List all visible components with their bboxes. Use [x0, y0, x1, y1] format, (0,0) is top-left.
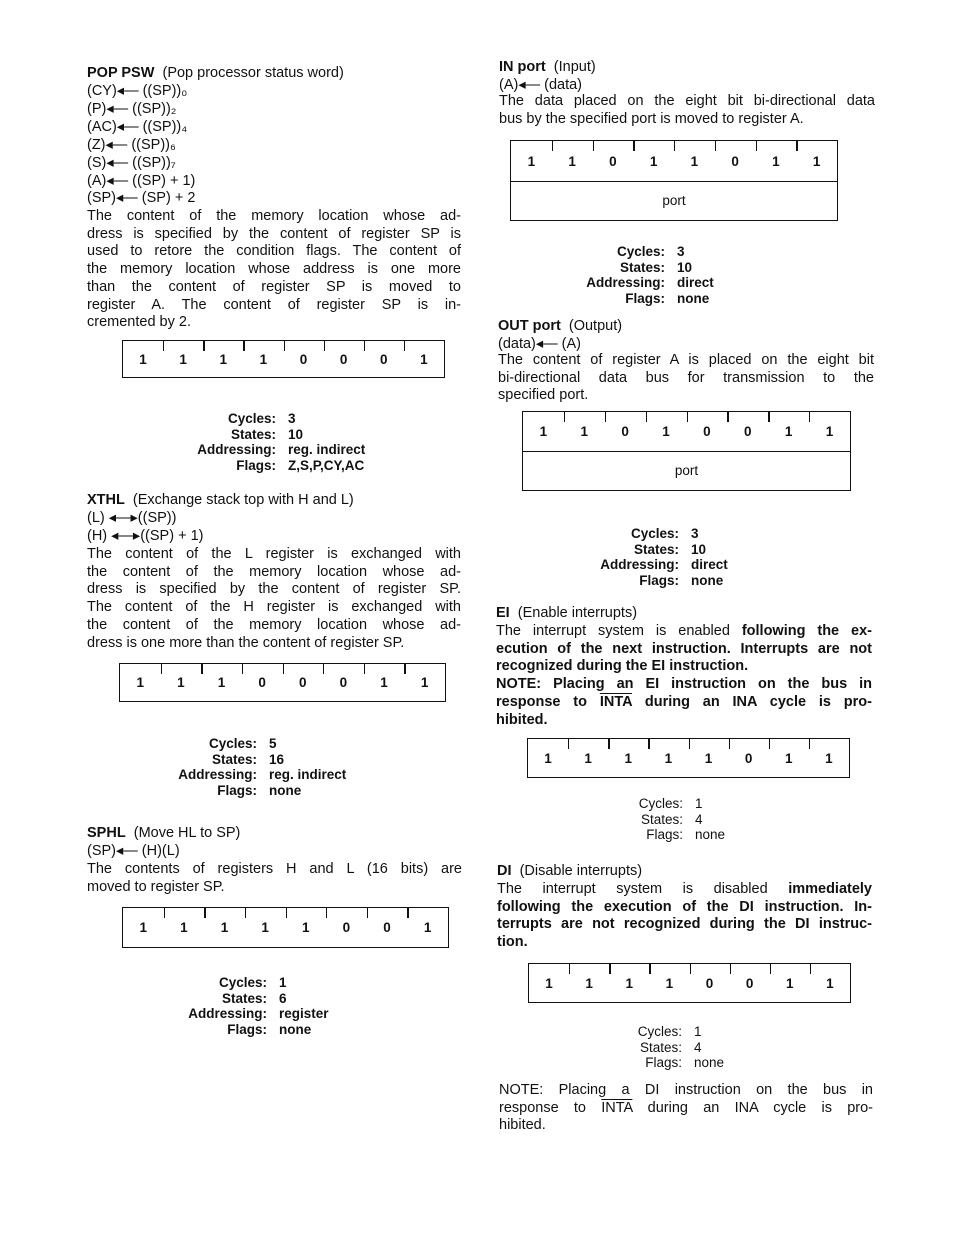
stat-row — [629, 1055, 724, 1071]
di-opcode-box — [528, 963, 851, 1003]
note-part: response to — [499, 1099, 586, 1116]
di-note — [499, 1082, 873, 1135]
di-note-line: hibited. — [499, 1117, 546, 1134]
stat-label: Cycles: — [638, 796, 683, 811]
out-description — [498, 352, 874, 405]
stat-value: reg. indirect — [269, 767, 347, 782]
stat-label: States: — [211, 751, 257, 767]
opcode-bit: 1 — [580, 424, 589, 439]
stat-row — [629, 1024, 724, 1040]
bit-divider-tick — [326, 908, 327, 918]
desc-line: the content of the memory location whose ad- — [87, 616, 461, 633]
bit-divider-tick — [756, 141, 757, 151]
opcode-bit: 1 — [825, 750, 833, 766]
pop-psw-op: (Z)◂— ((SP))₆ — [87, 137, 176, 153]
pop-psw-opcode-box — [122, 340, 445, 378]
desc-lead: The interrupt system is enabled — [496, 623, 730, 639]
in-opcode-box — [510, 140, 838, 221]
opcode-bit: 0 — [744, 424, 752, 439]
ei-title: (Enable interrupts) — [517, 605, 638, 621]
stat-row — [188, 411, 365, 427]
opcode-bit: 1 — [544, 750, 552, 766]
bit-divider-tick — [593, 141, 594, 151]
desc-line: the content of the memory location whose ad- — [87, 563, 461, 580]
desc-bold: immediately — [788, 881, 873, 897]
desc-line: specified port. — [498, 387, 589, 404]
stat-label: Addressing: — [197, 442, 276, 457]
stat-row — [629, 1040, 724, 1056]
xthl-description — [87, 546, 461, 652]
ei-heading — [496, 605, 637, 623]
in-stats — [578, 244, 714, 306]
di-note-line — [499, 1100, 873, 1118]
opcode-bit: 1 — [261, 920, 269, 935]
xthl-mnemonic: XTHL — [87, 492, 125, 508]
opcode-bit: 1 — [625, 975, 634, 991]
stat-label: Addressing: — [586, 275, 665, 290]
bit-divider-tick — [809, 739, 810, 749]
opcode-bit: 1 — [420, 675, 429, 690]
desc-line: the memory location whose address is one more — [87, 261, 461, 278]
bit-divider-tick — [364, 664, 365, 674]
stat-row — [179, 1006, 329, 1022]
bit-divider-tick — [323, 664, 324, 674]
stat-row — [630, 827, 725, 843]
bit-divider-tick — [648, 739, 649, 749]
di-description — [497, 881, 872, 952]
xthl-op: (L) ◂—▸((SP)) — [87, 510, 177, 526]
bit-divider-tick — [201, 664, 202, 674]
opcode-bit: 1 — [825, 424, 834, 439]
stat-value: 5 — [269, 736, 277, 751]
opcode-bit: 1 — [584, 750, 592, 766]
bit-divider-tick — [689, 739, 690, 749]
stat-label: States: — [633, 541, 679, 557]
stat-label: Addressing: — [188, 1006, 267, 1021]
stat-value: 4 — [695, 811, 703, 827]
bit-divider-tick — [203, 341, 204, 351]
out-mnemonic: OUT port — [498, 318, 561, 334]
desc-line: bi-directional data bus for transmission to the — [498, 369, 874, 386]
note-part: response to — [496, 693, 587, 710]
sphl-mnemonic: SPHL — [87, 825, 126, 841]
pop-psw-op: (P)◂— ((SP))₂ — [87, 101, 177, 117]
xthl-op: (H) ◂—▸((SP) + 1) — [87, 528, 204, 544]
opcode-bit: 1 — [772, 153, 780, 169]
desc-lead: The interrupt system is disabled — [497, 881, 768, 897]
stat-value: 10 — [677, 259, 693, 275]
opcode-bit: 1 — [704, 750, 713, 766]
desc-line: ecution of the next instruction. Interrupts are not — [496, 640, 872, 657]
stat-value: reg. indirect — [288, 442, 366, 457]
bit-divider-tick — [164, 908, 165, 918]
stat-value: 1 — [695, 796, 703, 811]
opcode-bit: 1 — [539, 424, 548, 439]
bit-divider-tick — [404, 664, 405, 674]
pop-psw-op: (A)◂— ((SP) + 1) — [87, 173, 196, 189]
pop-psw-stats — [188, 411, 365, 473]
stat-value: 3 — [677, 244, 685, 259]
opcode-bit: 1 — [786, 975, 794, 991]
di-heading — [497, 863, 642, 881]
stat-row — [578, 260, 714, 276]
stat-label: Flags: — [217, 782, 257, 798]
stat-row — [168, 736, 346, 752]
stat-row — [592, 542, 728, 558]
opcode-bit: 1 — [217, 675, 226, 690]
stat-row — [188, 427, 365, 443]
bit-divider-tick — [687, 412, 688, 422]
stat-label: States: — [640, 811, 683, 827]
stat-row — [179, 991, 329, 1007]
opcode-bit: 1 — [177, 675, 185, 690]
sphl-description — [87, 861, 462, 896]
ei-description — [496, 623, 872, 729]
stat-label: Flags: — [645, 1055, 682, 1070]
stat-value: direct — [691, 557, 728, 572]
pop-psw-mnemonic: POP PSW — [87, 65, 155, 81]
port-field: port — [511, 181, 837, 218]
stat-row — [168, 783, 346, 799]
stat-label: Flags: — [639, 572, 679, 588]
stat-label: States: — [230, 426, 276, 442]
bit-divider-tick — [564, 412, 565, 422]
opcode-bit: 1 — [259, 351, 268, 367]
out-heading — [498, 318, 622, 336]
pop-psw-op: (S)◂— ((SP))₇ — [87, 155, 176, 171]
opcode-bit: 1 — [179, 351, 187, 367]
desc-line: terrupts are not recognized during the DI instruc- — [497, 916, 872, 933]
stat-label: Cycles: — [218, 975, 267, 990]
bit-divider-tick — [633, 141, 634, 151]
sphl-opcode-box — [122, 907, 449, 948]
opcode-bit: 1 — [220, 920, 229, 935]
bit-divider-tick — [809, 412, 810, 422]
in-mnemonic: IN port — [499, 59, 546, 75]
bit-divider-tick — [286, 908, 287, 918]
inta-signal: INTA — [599, 693, 633, 710]
stat-value: 1 — [279, 975, 287, 990]
stat-label: Flags: — [625, 290, 665, 306]
opcode-bit: 1 — [665, 975, 674, 991]
desc-line: used to retore the condition flags. The content of — [87, 243, 461, 260]
bit-divider-tick — [770, 964, 771, 974]
bit-divider-tick — [163, 341, 164, 351]
bit-divider-tick — [605, 412, 606, 422]
in-heading — [499, 59, 596, 77]
opcode-bit: 1 — [649, 153, 658, 169]
pop-psw-op: (CY)◂— ((SP))₀ — [87, 83, 188, 99]
desc-line: tion. — [497, 934, 528, 951]
stat-label: Cycles: — [227, 411, 276, 426]
opcode-bit: 1 — [180, 920, 188, 935]
bit-divider-tick — [730, 964, 731, 974]
bit-divider-tick — [161, 664, 162, 674]
pop-psw-heading — [87, 65, 344, 83]
opcode-bit: 1 — [139, 351, 147, 367]
bit-divider-tick — [552, 141, 553, 151]
opcode-bit: 0 — [342, 920, 351, 935]
bit-divider-tick — [769, 739, 770, 749]
sphl-heading — [87, 825, 240, 843]
note-part: during an INA cycle is pro- — [644, 693, 872, 710]
desc-line: following the execution of the DI instruction. In- — [497, 898, 872, 915]
opcode-bit: 1 — [545, 975, 553, 991]
stat-value: 10 — [288, 426, 304, 442]
ei-opcode-box — [527, 738, 850, 778]
desc-line — [496, 623, 872, 641]
desc-line: dress is specified by the content of register SP. — [87, 581, 461, 598]
port-field: port — [523, 451, 850, 488]
di-title: (Disable interrupts) — [519, 863, 643, 879]
bit-divider-tick — [283, 664, 284, 674]
bit-divider-tick — [204, 908, 205, 918]
desc-line: than the content of register SP is moved to — [87, 278, 461, 295]
opcode-bit: 1 — [527, 153, 536, 169]
bit-divider-tick — [364, 341, 365, 351]
opcode-bit: 0 — [380, 351, 388, 367]
opcode-bit: 1 — [219, 351, 228, 367]
xthl-title: (Exchange stack top with H and L) — [132, 492, 354, 508]
opcode-bit: 0 — [258, 675, 266, 690]
stat-value: none — [269, 782, 302, 798]
out-op: (data)◂— (A) — [498, 336, 582, 352]
desc-line: dress is specified by the content of register SP is — [87, 225, 461, 242]
opcode-bit: 1 — [812, 153, 821, 169]
stat-row — [188, 458, 365, 474]
bit-divider-tick — [729, 739, 730, 749]
pop-psw-op: (AC)◂— ((SP))₄ — [87, 119, 188, 135]
opcode-bit: 1 — [423, 920, 432, 935]
stat-value: none — [691, 572, 724, 588]
bit-divider-tick — [646, 412, 647, 422]
opcode-bit: 1 — [380, 675, 388, 690]
stat-value: none — [677, 290, 710, 306]
bit-divider-tick — [404, 341, 405, 351]
stat-value: none — [279, 1021, 312, 1037]
stat-value: 16 — [269, 751, 285, 767]
bit-divider-tick — [796, 141, 797, 151]
bit-divider-tick — [608, 739, 609, 749]
bit-divider-tick — [569, 964, 570, 974]
sphl-stats — [179, 975, 329, 1037]
bit-divider-tick — [243, 341, 244, 351]
opcode-bit: 0 — [339, 351, 348, 367]
in-title: (Input) — [553, 59, 596, 75]
bit-divider-tick — [810, 964, 811, 974]
out-title: (Output) — [568, 318, 623, 334]
pop-psw-description — [87, 208, 461, 332]
ei-mnemonic: EI — [496, 605, 510, 621]
pop-psw-title: (Pop processor status word) — [162, 65, 344, 81]
desc-line: register A. The content of register SP is in- — [87, 296, 461, 313]
stat-label: States: — [619, 259, 665, 275]
opcode-bit: 1 — [826, 975, 834, 991]
out-stats — [592, 526, 728, 588]
desc-line — [497, 881, 872, 899]
inta-signal: INTA — [601, 1099, 633, 1116]
opcode-bit: 1 — [662, 424, 670, 439]
stat-label: States: — [639, 1039, 682, 1055]
stat-label: Flags: — [227, 1021, 267, 1037]
bit-divider-tick — [367, 908, 368, 918]
opcode-bit: 0 — [339, 675, 348, 690]
desc-line: The data placed on the eight bit bi-directional data — [499, 93, 875, 109]
ei-stats — [630, 796, 725, 843]
stat-label: Cycles: — [637, 1024, 682, 1039]
di-note-line: NOTE: Placing a DI instruction on the bus in — [499, 1082, 873, 1098]
stat-row — [578, 275, 714, 291]
xthl-stats — [168, 736, 346, 798]
stat-value: register — [279, 1006, 329, 1021]
desc-line: cremented by 2. — [87, 314, 191, 331]
pop-psw-op: (SP)◂— (SP) + 2 — [87, 190, 196, 206]
bit-divider-tick — [568, 739, 569, 749]
stat-value: none — [694, 1055, 725, 1070]
stat-row — [578, 244, 714, 260]
stat-value: Z,S,P,CY,AC — [288, 457, 365, 473]
stat-label: Flags: — [646, 827, 683, 842]
bit-divider-tick — [245, 908, 246, 918]
desc-line: The content of the L register is exchanged with — [87, 546, 461, 562]
stat-row — [578, 291, 714, 307]
opcode-bit: 0 — [383, 920, 391, 935]
note-part: during an INA cycle is pro- — [647, 1099, 873, 1116]
stat-label: Flags: — [236, 457, 276, 473]
ei-note-line — [496, 694, 872, 712]
stat-label: Cycles: — [208, 736, 257, 751]
stat-label: Addressing: — [600, 557, 679, 572]
opcode-bit: 0 — [745, 975, 754, 991]
desc-line: moved to register SP. — [87, 878, 225, 895]
stat-row — [630, 812, 725, 828]
opcode-bit: 1 — [624, 750, 633, 766]
opcode-bit: 0 — [299, 675, 307, 690]
opcode-bit: 1 — [585, 975, 593, 991]
stat-value: direct — [677, 275, 714, 290]
bit-divider-tick — [242, 664, 243, 674]
opcode-bit: 0 — [299, 351, 308, 367]
stat-label: Cycles: — [616, 244, 665, 259]
bit-divider-tick — [284, 341, 285, 351]
stat-row — [179, 975, 329, 991]
opcode-bit: 0 — [731, 153, 739, 169]
desc-line: dress is one more than the content of register SP. — [87, 634, 405, 651]
opcode-bit: 1 — [302, 920, 310, 935]
out-opcode-box — [522, 411, 851, 491]
opcode-bit: 1 — [690, 153, 699, 169]
desc-line: recognized during the EI instruction. — [496, 658, 749, 675]
opcode-bit: 0 — [744, 750, 753, 766]
bit-divider-tick — [768, 412, 769, 422]
xthl-heading — [87, 492, 354, 510]
in-op: (A)◂— (data) — [499, 77, 583, 93]
stat-value: 3 — [691, 526, 699, 541]
stat-value: none — [695, 827, 726, 842]
opcode-bit: 1 — [420, 351, 428, 367]
desc-line: The contents of registers H and L (16 bits) are — [87, 861, 462, 877]
stat-value: 4 — [694, 1039, 702, 1055]
bit-divider-tick — [649, 964, 650, 974]
desc-line: The content of register A is placed on the eight bit — [498, 352, 874, 368]
bit-divider-tick — [324, 341, 325, 351]
opcode-bit: 0 — [705, 975, 714, 991]
stat-row — [168, 752, 346, 768]
bit-divider-tick — [727, 412, 728, 422]
in-description — [499, 93, 875, 128]
ei-note-line: NOTE: Placing an EI instruction on the bus in — [496, 676, 872, 693]
desc-line: The content of the H register is exchanged with — [87, 599, 461, 616]
stat-value: 1 — [694, 1024, 702, 1039]
stat-row — [179, 1022, 329, 1038]
stat-value: 3 — [288, 411, 296, 426]
bit-divider-tick — [407, 908, 408, 918]
desc-line: The content of the memory location whose ad- — [87, 208, 461, 224]
opcode-bit: 1 — [136, 675, 145, 690]
bit-divider-tick — [690, 964, 691, 974]
stat-label: Cycles: — [630, 526, 679, 541]
stat-row — [592, 557, 728, 573]
sphl-op: (SP)◂— (H)(L) — [87, 843, 180, 859]
stat-label: States: — [221, 990, 267, 1006]
bit-divider-tick — [715, 141, 716, 151]
xthl-opcode-box — [119, 663, 446, 702]
opcode-bit: 1 — [785, 750, 793, 766]
desc-bold: following the ex- — [741, 623, 873, 639]
opcode-bit: 1 — [139, 920, 148, 935]
bit-divider-tick — [674, 141, 675, 151]
opcode-bit: 0 — [609, 153, 617, 169]
di-mnemonic: DI — [497, 863, 512, 879]
bit-divider-tick — [609, 964, 610, 974]
sphl-title: (Move HL to SP) — [133, 825, 241, 841]
opcode-bit: 1 — [664, 750, 673, 766]
opcode-bit: 1 — [784, 424, 793, 439]
stat-row — [592, 526, 728, 542]
opcode-bit: 1 — [568, 153, 576, 169]
stat-row — [188, 442, 365, 458]
stat-row — [592, 573, 728, 589]
desc-line: bus by the specified port is moved to register A. — [499, 110, 804, 127]
stat-value: 6 — [279, 990, 287, 1006]
opcode-bit: 0 — [621, 424, 629, 439]
stat-label: Addressing: — [178, 767, 257, 782]
ei-note-line: hibited. — [496, 711, 548, 728]
stat-row — [630, 796, 725, 812]
stat-row — [168, 767, 346, 783]
opcode-bit: 0 — [703, 424, 711, 439]
stat-value: 10 — [691, 541, 707, 557]
di-stats — [629, 1024, 724, 1071]
